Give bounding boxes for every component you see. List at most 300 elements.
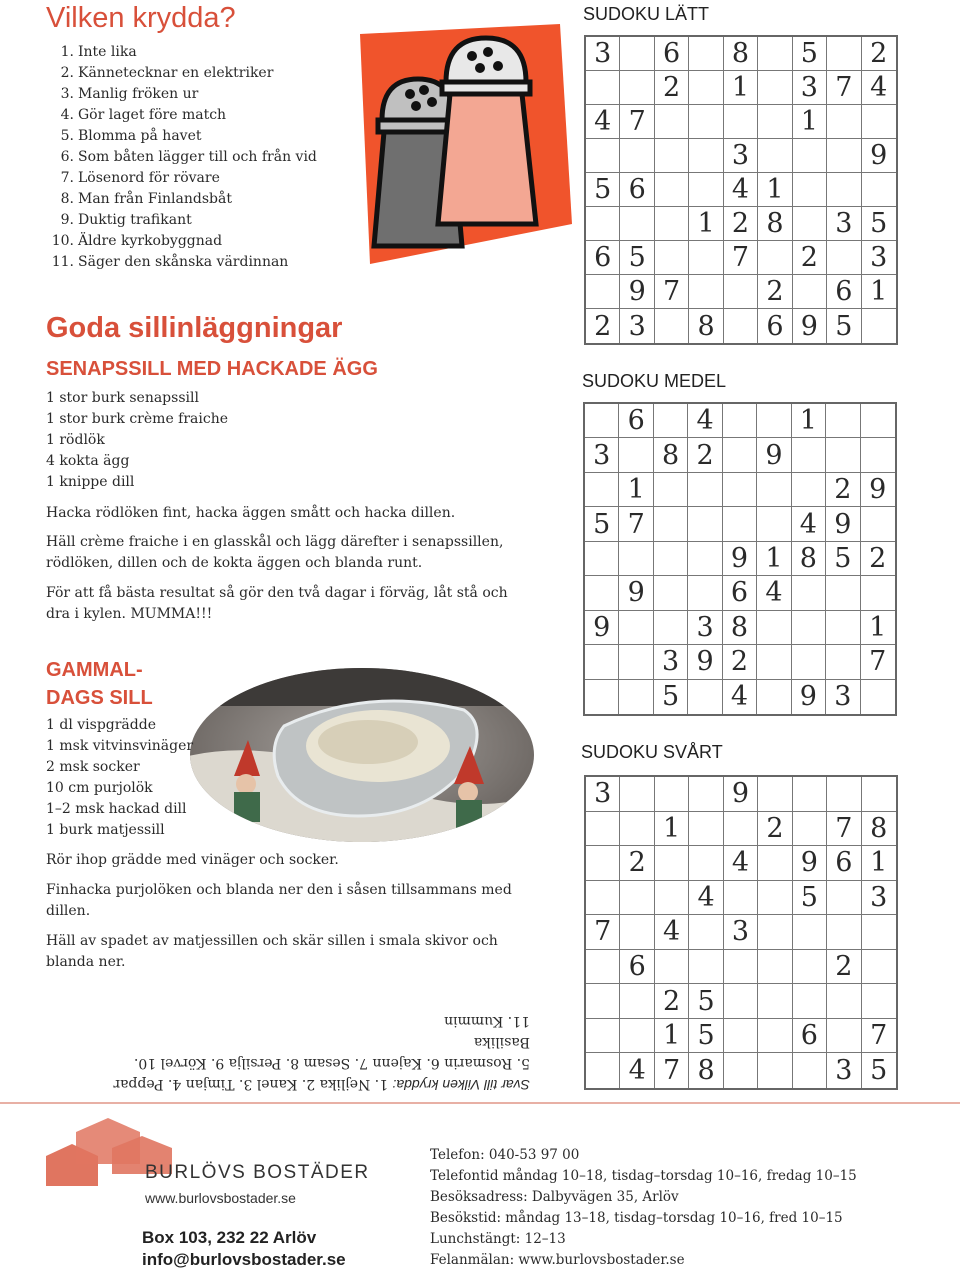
sudoku-cell[interactable] [689, 915, 723, 950]
sudoku-cell[interactable] [793, 777, 827, 812]
sudoku-cell[interactable] [585, 473, 619, 507]
sudoku-cell[interactable] [793, 812, 827, 847]
sudoku-cell[interactable] [586, 881, 620, 916]
sudoku-cell[interactable] [827, 984, 861, 1019]
sudoku-cell[interactable] [586, 950, 620, 985]
sudoku-cell[interactable] [862, 915, 896, 950]
postal-address: Box 103, 232 22 Arlöv [142, 1228, 317, 1247]
quiz-item-text: Lösenord för rövare [78, 170, 220, 186]
sudoku-cell[interactable] [793, 950, 827, 985]
sudoku-cell[interactable]: 3 [724, 139, 758, 173]
sudoku-cell[interactable] [620, 207, 654, 241]
sudoku-cell[interactable]: 9 [724, 777, 758, 812]
sudoku-cell[interactable]: 3 [586, 777, 620, 812]
sudoku-cell[interactable] [724, 1053, 758, 1088]
sudoku-cell[interactable] [655, 173, 689, 207]
sudoku-cell[interactable] [827, 139, 861, 173]
sudoku-cell[interactable]: 3 [688, 611, 722, 645]
sudoku-cell[interactable] [655, 139, 689, 173]
sudoku-cell[interactable] [689, 37, 723, 71]
sudoku-cell[interactable] [792, 576, 826, 610]
sudoku-cell[interactable]: 5 [586, 173, 620, 207]
sudoku-cell[interactable] [758, 984, 792, 1019]
sudoku-cell[interactable] [758, 71, 792, 105]
sudoku-cell[interactable] [757, 680, 791, 714]
sudoku-cell[interactable]: 7 [655, 1053, 689, 1088]
ingredient-item: 1 rödlök [46, 432, 105, 448]
sudoku-cell[interactable]: 5 [689, 1019, 723, 1054]
sudoku-cell[interactable] [620, 71, 654, 105]
sudoku-cell[interactable]: 2 [620, 846, 654, 881]
ingredient-item: 1 msk vitvinsvinäger [46, 738, 194, 754]
sudoku-cell[interactable] [758, 777, 792, 812]
sudoku-cell[interactable] [862, 173, 896, 207]
sudoku-cell[interactable] [757, 404, 791, 438]
sudoku-cell[interactable] [862, 105, 896, 139]
sudoku-cell[interactable]: 5 [620, 241, 654, 275]
sudoku-cell[interactable]: 2 [862, 37, 896, 71]
sudoku-cell[interactable]: 5 [585, 507, 619, 541]
sudoku-cell[interactable] [724, 105, 758, 139]
sudoku-cell[interactable] [826, 576, 860, 610]
sudoku-cell[interactable] [688, 507, 722, 541]
sudoku-cell[interactable] [827, 777, 861, 812]
sudoku-cell[interactable]: 4 [689, 881, 723, 916]
sudoku-cell[interactable] [620, 777, 654, 812]
sudoku-cell[interactable]: 7 [586, 915, 620, 950]
sudoku-cell[interactable]: 4 [688, 404, 722, 438]
sudoku-cell[interactable] [586, 275, 620, 309]
sudoku-cell[interactable]: 9 [585, 611, 619, 645]
sudoku-cell[interactable]: 1 [793, 105, 827, 139]
sudoku-cell[interactable] [654, 542, 688, 576]
sudoku-cell[interactable]: 8 [758, 207, 792, 241]
sudoku-cell[interactable] [827, 105, 861, 139]
quiz-item-number: 1. [60, 44, 74, 60]
sudoku-cell[interactable] [792, 473, 826, 507]
sudoku-cell[interactable]: 4 [655, 915, 689, 950]
contact-line: Lunchstängt: 12–13 [430, 1231, 566, 1247]
sudoku-cell[interactable]: 9 [723, 542, 757, 576]
quiz-item-text: Man från Finlandsbåt [78, 191, 232, 207]
ingredient-item: 1 knippe dill [46, 474, 135, 490]
sudoku-cell[interactable] [826, 645, 860, 679]
brand-url[interactable]: www.burlovsbostader.se [145, 1190, 296, 1206]
ingredient-item: 1–2 msk hackad dill [46, 801, 187, 817]
ingredient-item: 1 burk matjessill [46, 822, 165, 838]
ingredient-item: 4 kokta ägg [46, 453, 130, 469]
sudoku-cell[interactable] [586, 1053, 620, 1088]
sudoku-cell[interactable]: 6 [723, 576, 757, 610]
sudoku-cell[interactable] [655, 309, 689, 343]
sudoku-cell[interactable]: 9 [688, 645, 722, 679]
sudoku-cell[interactable]: 1 [689, 207, 723, 241]
sudoku-cell[interactable] [655, 950, 689, 985]
sudoku-cell[interactable]: 2 [586, 309, 620, 343]
sudoku-cell[interactable]: 4 [724, 173, 758, 207]
sudoku-cell[interactable] [620, 984, 654, 1019]
sudoku-cell[interactable]: 8 [654, 438, 688, 472]
sudoku-cell[interactable]: 9 [792, 680, 826, 714]
sudoku-cell[interactable] [758, 950, 792, 985]
answers-label: Svar till Vilken krydda: [392, 1077, 530, 1093]
recipe1-step: Häll crème fraiche i en glasskål och lägg därefter i senapssillen, rödlöken, dillen och de kokta äggen och blanda runt. [46, 534, 504, 571]
sudoku-cell[interactable]: 7 [827, 71, 861, 105]
sudoku-cell[interactable] [793, 207, 827, 241]
sudoku-cell[interactable]: 7 [655, 275, 689, 309]
sudoku-cell[interactable] [861, 438, 895, 472]
sudoku-cell[interactable] [724, 812, 758, 847]
quiz-item-number: 5. [60, 128, 74, 144]
sudoku-cell[interactable]: 9 [793, 846, 827, 881]
sudoku-cell[interactable] [655, 777, 689, 812]
sudoku-cell[interactable]: 5 [827, 309, 861, 343]
recipe1-step: För att få bästa resultat så gör den två dagar i förväg, låt stå och dra i kylen. MUMMA!!! [46, 585, 508, 622]
sudoku-cell[interactable] [723, 473, 757, 507]
sudoku-cell[interactable] [655, 241, 689, 275]
sudoku-cell[interactable]: 1 [655, 1019, 689, 1054]
ingredient-item: 1 dl vispgrädde [46, 717, 156, 733]
sudoku-cell[interactable]: 4 [792, 507, 826, 541]
sudoku-cell[interactable] [793, 173, 827, 207]
sudoku-cell[interactable] [620, 139, 654, 173]
sudoku-cell[interactable] [757, 611, 791, 645]
sudoku-cell[interactable]: 5 [862, 207, 896, 241]
sudoku-cell[interactable]: 3 [793, 71, 827, 105]
sudoku-cell[interactable]: 7 [827, 812, 861, 847]
sudoku-cell[interactable]: 3 [620, 309, 654, 343]
sudoku-cell[interactable]: 7 [619, 507, 653, 541]
sudoku-cell[interactable] [757, 473, 791, 507]
sudoku-cell[interactable] [757, 645, 791, 679]
sudoku-cell[interactable] [654, 576, 688, 610]
sudoku-cell[interactable] [826, 404, 860, 438]
recipe1-ingredients [46, 388, 228, 493]
quiz-item-number: 8. [60, 191, 74, 207]
quiz-item [48, 252, 317, 273]
contact-line: Felanmälan: www.burlovsbostader.se [430, 1252, 685, 1268]
sudoku-cell[interactable] [758, 37, 792, 71]
quiz-item [48, 42, 317, 63]
sudoku-cell[interactable]: 6 [793, 1019, 827, 1054]
sudoku-cell[interactable] [585, 645, 619, 679]
sudoku-cell[interactable] [827, 1019, 861, 1054]
sudoku-cell[interactable] [689, 275, 723, 309]
sudoku-hard-grid[interactable] [584, 775, 898, 1090]
sudoku-cell[interactable]: 2 [758, 275, 792, 309]
sudoku-cell[interactable] [654, 507, 688, 541]
sudoku-cell[interactable]: 4 [723, 680, 757, 714]
sudoku-cell[interactable] [586, 812, 620, 847]
sudoku-cell[interactable] [619, 680, 653, 714]
sudoku-cell[interactable]: 4 [862, 71, 896, 105]
sudoku-cell[interactable]: 6 [758, 309, 792, 343]
sudoku-cell[interactable] [620, 812, 654, 847]
contact-info [430, 1145, 857, 1270]
sudoku-cell[interactable] [620, 1019, 654, 1054]
sudoku-cell[interactable] [757, 507, 791, 541]
sudoku-cell[interactable] [861, 576, 895, 610]
sudoku-cell[interactable] [585, 404, 619, 438]
sudoku-cell[interactable]: 6 [620, 950, 654, 985]
quiz-item [48, 189, 317, 210]
sudoku-cell[interactable]: 1 [724, 71, 758, 105]
sudoku-cell[interactable] [861, 680, 895, 714]
sudoku-cell[interactable] [620, 37, 654, 71]
sudoku-cell[interactable] [619, 438, 653, 472]
sudoku-cell[interactable] [827, 241, 861, 275]
sudoku-cell[interactable] [724, 984, 758, 1019]
sudoku-cell[interactable]: 6 [827, 846, 861, 881]
sudoku-cell[interactable] [793, 984, 827, 1019]
sudoku-cell[interactable]: 9 [861, 473, 895, 507]
sudoku-cell[interactable]: 5 [793, 37, 827, 71]
sudoku-cell[interactable]: 1 [619, 473, 653, 507]
sudoku-cell[interactable]: 6 [619, 404, 653, 438]
sudoku-cell[interactable]: 1 [757, 542, 791, 576]
sudoku-cell[interactable]: 3 [585, 438, 619, 472]
sudoku-cell[interactable]: 4 [586, 105, 620, 139]
sudoku-cell[interactable] [586, 1019, 620, 1054]
sudoku-cell[interactable]: 3 [826, 680, 860, 714]
sudoku-cell[interactable]: 2 [758, 812, 792, 847]
sudoku-cell[interactable] [689, 812, 723, 847]
sudoku-cell[interactable]: 2 [861, 542, 895, 576]
sudoku-cell[interactable] [758, 1019, 792, 1054]
sudoku-cell[interactable] [861, 404, 895, 438]
sudoku-cell[interactable]: 2 [723, 645, 757, 679]
salt-pepper-shakers-illustration [360, 24, 572, 264]
sudoku-easy-grid[interactable] [584, 35, 898, 345]
sudoku-cell[interactable] [826, 438, 860, 472]
sudoku-cell[interactable] [862, 984, 896, 1019]
sudoku-cell[interactable] [689, 71, 723, 105]
sudoku-cell[interactable] [619, 645, 653, 679]
sudoku-cell[interactable] [724, 275, 758, 309]
sudoku-cell[interactable]: 6 [827, 275, 861, 309]
sudoku-cell[interactable] [758, 846, 792, 881]
sudoku-cell[interactable]: 1 [861, 611, 895, 645]
sudoku-cell[interactable]: 3 [586, 37, 620, 71]
sudoku-cell[interactable]: 8 [792, 542, 826, 576]
sudoku-cell[interactable] [620, 915, 654, 950]
sudoku-cell[interactable]: 7 [861, 645, 895, 679]
sudoku-cell[interactable] [827, 173, 861, 207]
sudoku-cell[interactable] [689, 139, 723, 173]
sudoku-cell[interactable] [619, 611, 653, 645]
sudoku-cell[interactable]: 1 [862, 846, 896, 881]
answers-line3: 11. Kummin [444, 1013, 530, 1029]
sudoku-cell[interactable] [723, 507, 757, 541]
contact-line: Besöksadress: Dalbyvägen 35, Arlöv [430, 1189, 679, 1205]
sudoku-cell[interactable] [585, 576, 619, 610]
sudoku-cell[interactable] [689, 173, 723, 207]
sudoku-cell[interactable] [619, 542, 653, 576]
quiz-item-number: 11. [51, 254, 74, 270]
sudoku-cell[interactable] [827, 37, 861, 71]
sudoku-cell[interactable]: 5 [870, 1055, 888, 1087]
answers-line1: 1. Nejlika 2. Kanel 3. Timjan 4. Peppar [113, 1076, 393, 1092]
sudoku-cell[interactable] [689, 105, 723, 139]
quiz-item-text: Inte lika [78, 44, 137, 60]
sudoku-cell[interactable]: 4 [620, 1053, 654, 1088]
sudoku-cell[interactable]: 2 [655, 71, 689, 105]
sudoku-cell[interactable] [758, 139, 792, 173]
recipe2-step: Häll av spadet av matjessillen och skär sillen i smala skivor och blanda ner. [46, 933, 498, 970]
sudoku-cell[interactable] [792, 438, 826, 472]
sudoku-cell[interactable] [689, 241, 723, 275]
sudoku-cell[interactable] [862, 950, 896, 985]
sudoku-cell[interactable]: 9 [757, 438, 791, 472]
quiz-item-number: 3. [60, 86, 74, 102]
sudoku-cell[interactable] [655, 207, 689, 241]
sudoku-cell[interactable]: 3 [862, 241, 896, 275]
sudoku-cell[interactable] [654, 473, 688, 507]
sudoku-cell[interactable] [793, 275, 827, 309]
sudoku-cell[interactable]: 8 [689, 1053, 723, 1088]
sudoku-cell[interactable]: 1 [792, 404, 826, 438]
sudoku-cell[interactable] [585, 542, 619, 576]
sudoku-cell[interactable]: 5 [654, 680, 688, 714]
quiz-item [48, 105, 317, 126]
sudoku-cell[interactable]: 8 [689, 309, 723, 343]
sudoku-cell[interactable]: 8 [723, 611, 757, 645]
sudoku-cell[interactable] [861, 507, 895, 541]
ingredient-item: 1 stor burk crème fraiche [46, 411, 229, 427]
sudoku-cell[interactable] [724, 1019, 758, 1054]
sudoku-cell[interactable] [724, 950, 758, 985]
quiz-item-text: Gör laget före match [78, 107, 227, 123]
recipe1-step: Hacka rödlöken fint, hacka äggen smått och hacka dillen. [46, 505, 456, 521]
sudoku-cell[interactable] [793, 915, 827, 950]
sudoku-cell[interactable]: 3 [862, 881, 896, 916]
sudoku-cell[interactable] [689, 777, 723, 812]
sudoku-cell[interactable]: 7 [724, 241, 758, 275]
sudoku-cell[interactable]: 1 [655, 812, 689, 847]
sudoku-cell[interactable] [586, 207, 620, 241]
sudoku-cell[interactable]: 7 [862, 1019, 896, 1054]
sudoku-cell[interactable] [723, 404, 757, 438]
sudoku-easy-label: SUDOKU LÄTT [583, 4, 710, 24]
sudoku-hard-label: SUDOKU SVÅRT [581, 742, 723, 762]
sudoku-medium-label: SUDOKU MEDEL [582, 371, 727, 391]
sudoku-cell[interactable]: 9 [826, 507, 860, 541]
sudoku-cell[interactable]: 3 [827, 1053, 861, 1088]
sudoku-cell[interactable] [758, 915, 792, 950]
quiz-list [48, 42, 317, 273]
sudoku-cell[interactable] [792, 645, 826, 679]
sudoku-cell[interactable] [827, 915, 861, 950]
brand-name: BURLÖVS BOSTÄDER [145, 1162, 370, 1183]
quiz-item-number: 6. [60, 149, 74, 165]
sudoku-cell[interactable]: 6 [586, 241, 620, 275]
sudoku-cell[interactable] [827, 881, 861, 916]
sudoku-cell[interactable] [723, 438, 757, 472]
sudoku-cell[interactable]: 3 [827, 207, 861, 241]
recipe2-ingredients [46, 715, 193, 841]
sudoku-cell[interactable]: 9 [862, 139, 896, 173]
sudoku-cell[interactable] [654, 404, 688, 438]
quiz-item [48, 84, 317, 105]
sudoku-medium-grid[interactable] [583, 402, 897, 716]
sudoku-cell[interactable]: 5 [793, 881, 827, 916]
sudoku-cell[interactable] [586, 846, 620, 881]
sudoku-cell[interactable]: 3 [654, 645, 688, 679]
sudoku-cell[interactable] [758, 881, 792, 916]
sudoku-cell[interactable] [793, 139, 827, 173]
sudoku-cell[interactable]: 9 [793, 309, 827, 343]
contact-line: Telefontid måndag 10–18, tisdag–torsdag 10–16, fredag 10–15 [430, 1168, 857, 1184]
ingredient-item: 10 cm purjolök [46, 780, 153, 796]
sudoku-cell[interactable] [758, 105, 792, 139]
sudoku-cell[interactable] [688, 473, 722, 507]
sudoku-cell[interactable]: 2 [826, 473, 860, 507]
quiz-item [48, 168, 317, 189]
recipe1-title: SENAPSSILL MED HACKADE ÄGG [46, 358, 378, 380]
sudoku-cell[interactable] [793, 1053, 827, 1088]
sudoku-cell[interactable]: 2 [793, 241, 827, 275]
sudoku-cell[interactable]: 4 [724, 846, 758, 881]
sudoku-cell[interactable] [586, 984, 620, 1019]
sudoku-cell[interactable]: 6 [655, 37, 689, 71]
sudoku-cell[interactable]: 4 [757, 576, 791, 610]
sudoku-cell[interactable] [862, 777, 896, 812]
sudoku-cell[interactable] [688, 576, 722, 610]
sudoku-cell[interactable] [586, 71, 620, 105]
sudoku-cell[interactable]: 5 [826, 542, 860, 576]
sudoku-cell[interactable] [655, 105, 689, 139]
sudoku-cell[interactable]: 9 [620, 275, 654, 309]
sudoku-cell[interactable]: 2 [688, 438, 722, 472]
sudoku-cell[interactable]: 1 [758, 173, 792, 207]
sudoku-cell[interactable]: 7 [620, 105, 654, 139]
sudoku-cell[interactable]: 9 [619, 576, 653, 610]
sudoku-cell[interactable] [792, 611, 826, 645]
sudoku-cell[interactable] [689, 950, 723, 985]
sudoku-cell[interactable] [655, 846, 689, 881]
sudoku-cell[interactable] [688, 680, 722, 714]
quiz-answers-upside-down [80, 1010, 530, 1095]
sudoku-cell[interactable]: 2 [724, 207, 758, 241]
quiz-item [48, 63, 317, 84]
sudoku-cell[interactable] [655, 881, 689, 916]
sudoku-cell[interactable] [862, 309, 896, 343]
sudoku-cell[interactable] [689, 846, 723, 881]
quiz-item-text: Äldre kyrkobyggnad [78, 233, 223, 249]
sudoku-cell[interactable]: 3 [724, 915, 758, 950]
sudoku-cell[interactable]: 8 [862, 812, 896, 847]
sudoku-cell[interactable] [620, 881, 654, 916]
email-link[interactable]: info@burlovsbostader.se [142, 1250, 346, 1269]
sudoku-cell[interactable] [688, 542, 722, 576]
sudoku-cell[interactable] [724, 881, 758, 916]
sudoku-cell[interactable]: 1 [862, 275, 896, 309]
sudoku-cell[interactable] [654, 611, 688, 645]
sudoku-cell[interactable] [585, 680, 619, 714]
sudoku-cell[interactable] [758, 241, 792, 275]
sudoku-cell[interactable]: 6 [620, 173, 654, 207]
sudoku-cell[interactable]: 2 [827, 950, 861, 985]
sudoku-cell[interactable] [586, 139, 620, 173]
sudoku-cell[interactable]: 5 [689, 984, 723, 1019]
sudoku-cell[interactable] [826, 611, 860, 645]
sudoku-cell[interactable] [724, 309, 758, 343]
sudoku-cell[interactable]: 2 [655, 984, 689, 1019]
sudoku-cell[interactable]: 8 [724, 37, 758, 71]
quiz-item-number: 10. [51, 233, 74, 249]
quiz-item-text: Kännetecknar en elektriker [78, 65, 274, 81]
sudoku-cell[interactable] [758, 1053, 792, 1088]
